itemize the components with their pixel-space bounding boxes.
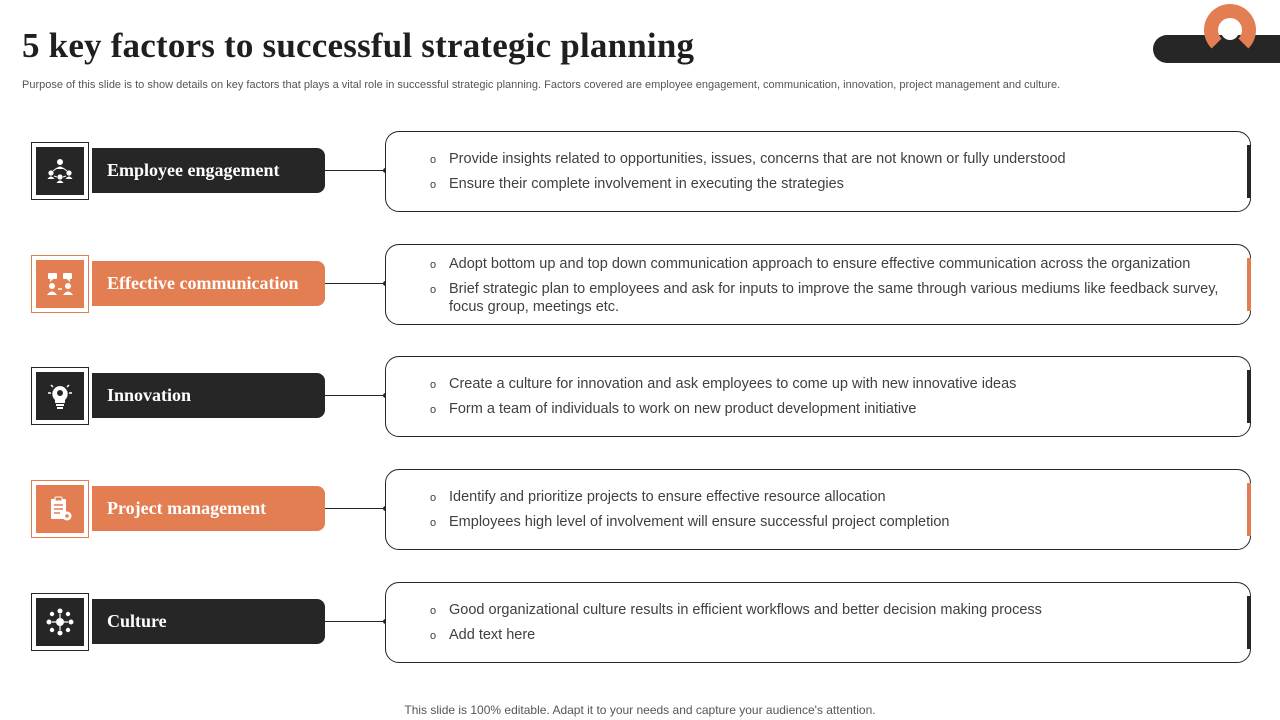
communication-people-icon — [36, 260, 84, 308]
bullet-list — [430, 132, 1220, 212]
bullet-text[interactable]: Brief strategic plan to employees and ask for inputs to improve the same through various mediums like feedback survey, focus group, meetings etc. — [449, 280, 1219, 315]
bullet-text[interactable]: Ensure their complete involvement in executing the strategies — [449, 175, 844, 192]
bullet-text[interactable]: Create a culture for innovation and ask employees to come up with new innovative ideas — [449, 375, 1017, 392]
factor-icon-frame — [31, 480, 89, 538]
header-decoration-ring-center — [1221, 22, 1239, 40]
bullet-item: o Identify and prioritize projects to ensure effective resource allocation — [430, 488, 1220, 508]
card-accent-bar — [1247, 483, 1251, 536]
people-circle-icon — [36, 598, 84, 646]
factor-icon-frame — [31, 593, 89, 651]
bullet-text[interactable]: Provide insights related to opportunities, issues, concerns that are not known or fully understood — [449, 150, 1066, 167]
bullet-text[interactable]: Good organizational culture results in efficient workflows and better decision making process — [449, 601, 1042, 618]
bullet-text[interactable]: Identify and prioritize projects to ensure effective resource allocation — [449, 488, 886, 505]
slide-subtitle[interactable]: Purpose of this slide is to show details on key factors that plays a vital role in successful strategic planning. Factors covered are employee engagement, communication, innovation, project management and culture. — [22, 79, 1061, 91]
bullet-item: o Good organizational culture results in efficient workflows and better decision making process — [430, 601, 1220, 621]
team-network-icon — [36, 147, 84, 195]
factor-row-innovation — [0, 357, 1280, 439]
connector-line — [325, 170, 387, 171]
factor-row-employee-engagement — [0, 132, 1280, 214]
card-accent-bar — [1247, 370, 1251, 423]
slide-footer[interactable]: This slide is 100% editable. Adapt it to your needs and capture your audience's attention. — [404, 703, 876, 717]
lightbulb-gear-icon — [36, 372, 84, 420]
factor-row-effective-communication — [0, 245, 1280, 327]
card-accent-bar — [1247, 258, 1251, 311]
factor-label[interactable]: Effective communication — [92, 261, 325, 306]
factor-icon-frame — [31, 142, 89, 200]
factor-icon-frame — [31, 255, 89, 313]
bullet-item: o Ensure their complete involvement in executing the strategies — [430, 175, 1220, 195]
connector-line — [325, 621, 387, 622]
factor-label[interactable]: Project management — [92, 486, 325, 531]
slide-title[interactable]: 5 key factors to successful strategic planning — [22, 26, 695, 65]
bullet-text[interactable]: Form a team of individuals to work on new product development initiative — [449, 400, 917, 417]
factor-icon-frame — [31, 367, 89, 425]
bullet-text[interactable]: Add text here — [449, 626, 536, 643]
connector-line — [325, 395, 387, 396]
bullet-list — [430, 357, 1220, 437]
factor-label[interactable]: Innovation — [92, 373, 325, 418]
factor-row-project-management — [0, 470, 1280, 552]
factor-label[interactable]: Culture — [92, 599, 325, 644]
bullet-item: o Adopt bottom up and top down communication approach to ensure effective communication across the organization — [430, 255, 1220, 275]
bullet-item: o Create a culture for innovation and ask employees to come up with new innovative ideas — [430, 375, 1220, 395]
factor-label[interactable]: Employee engagement — [92, 148, 325, 193]
bullet-list — [430, 470, 1220, 550]
bullet-item: o Provide insights related to opportunities, issues, concerns that are not known or fully understood — [430, 150, 1220, 170]
bullet-item: o Brief strategic plan to employees and ask for inputs to improve the same through various mediums like feedback survey, focus group, meetings etc. — [430, 280, 1219, 315]
card-accent-bar — [1247, 145, 1251, 198]
clipboard-gear-icon — [36, 485, 84, 533]
bullet-list — [430, 583, 1220, 663]
connector-line — [325, 283, 387, 284]
bullet-item: o Form a team of individuals to work on new product development initiative — [430, 400, 1220, 420]
connector-line — [325, 508, 387, 509]
factor-row-culture — [0, 583, 1280, 665]
bullet-list — [430, 245, 1220, 325]
card-accent-bar — [1247, 596, 1251, 649]
bullet-item: o Employees high level of involvement will ensure successful project completion — [430, 513, 1220, 533]
bullet-text[interactable]: Employees high level of involvement will ensure successful project completion — [449, 513, 950, 530]
bullet-text[interactable]: Adopt bottom up and top down communication approach to ensure effective communication across the organization — [449, 255, 1191, 272]
bullet-item: o Add text here — [430, 626, 1220, 646]
